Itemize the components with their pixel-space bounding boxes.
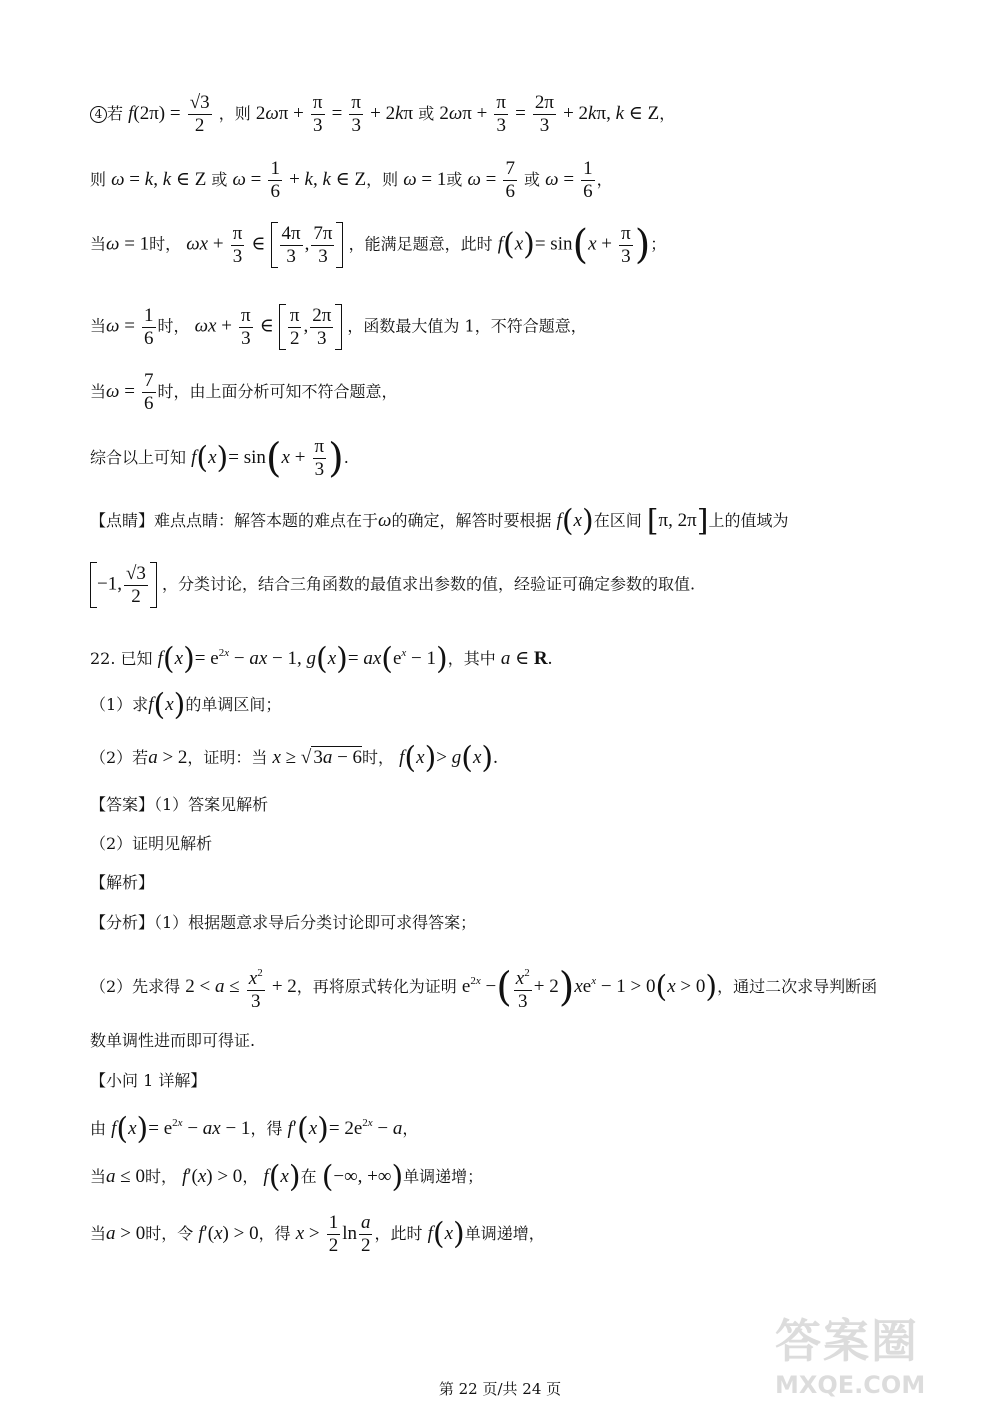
line-conclusion: 综合以上可知 f(x)= sin(x + $\frac{\pi}{3}$ ). [90, 435, 349, 482]
analysis-heading: 【解析】 [90, 873, 155, 892]
question-22: 22. 已知 $f(x)= e^{2x}$ − ax − 1, $g(x)= ax(e^x - 1)$，其中 a ∈ R. [90, 641, 553, 677]
detail-line-1: 由 $f(x)= e^{2x}$ − ax − 1，得 $f'(x)= 2e^{2x} - a$， [90, 1111, 419, 1147]
question-22-part1: （1）求f(x)的单调区间； [90, 687, 282, 723]
line-case4: 4 若 f(2π) = $\frac{√3}{2}$ ，则 2ωπ + $\frac{\pi}{3}$ = $\frac{\pi}{3}$ + 2kπ 或 2ωπ + $\frac{\pi}{3}$ = $\frac{2\pi}{3}$ + 2kπ, k ∈ Z， [90, 92, 675, 137]
line-omega-1: 当ω = 1时， ωx + $\frac{\pi}{3}$ ∈ $\frac{4\pi}{3}$ , $\frac{7\pi}{3}$ ，能满足题意，此时 f(x)= sin(x + $\frac{\pi}{3}$ )； [90, 222, 667, 268]
line-dianjing-2: −1, $\frac{√3}{2}$ ，分类讨论，结合三角函数的最值求出参数的值，经验证可确定参数的取值. [90, 562, 695, 608]
line-omega-7-6: 当ω = $\frac{7}{6}$ 时，由上面分析可知不符合题意， [90, 370, 398, 414]
answer-heading: 【答案】（1）答案见解析 [90, 795, 269, 814]
answer-part2: （2）证明见解析 [90, 834, 213, 853]
watermark-logo: 答案圈 MXQE.COM [775, 1314, 926, 1399]
question-22-part2: （2）若a > 2，证明：当 x ≥ √ 3a − 6时， f(x)> g(x). [90, 740, 498, 776]
analysis-part2-cont: 数单调性进而即可得证. [90, 1031, 256, 1050]
analysis-part1: 【分析】（1）根据题意求导后分类讨论即可求得答案； [90, 913, 477, 932]
subquestion-1-heading: 【小问 1 详解】 [90, 1071, 207, 1090]
analysis-part2: （2）先求得 2 < a ≤ $\frac{x^2}{3}$ + 2，再将原式转化为证明 $e^{2x}$ −( $\frac{x^2}{3}$ + $2)xe^x - 1 > 0(x > 0)$，通过二次求导判断函 [90, 962, 877, 1013]
line-dianjing: 【点睛】难点点睛：解答本题的难点在于ω的确定，解答时要根据 f(x)在区间 [π, 2π]上的值域为 [90, 503, 789, 539]
detail-line-2: 当a ≤ 0时， f′(x) > 0， f(x)在 (−∞, +∞)单调递增； [90, 1159, 484, 1195]
circled-number: 4 [90, 106, 107, 123]
page-footer: 第 22 页/共 24 页 [438, 1380, 562, 1398]
line-omega-1-6: 当ω = $\frac{1}{6}$ 时， ωx + $\frac{\pi}{3}$ ∈ $\frac{\pi}{2}$ , $\frac{2\pi}{3}$ ，函数最大值为 1，不符合题意， [90, 304, 587, 349]
detail-line-3: 当a > 0时，令 f′(x) > 0，得 x > $\frac{1}{2}$ ln $\frac{a}{2}$ ，此时 f(x)单调递增， [90, 1212, 545, 1256]
line-omega-solutions: 则 ω = k, k ∈ Z 或 ω = $\frac{1}{6}$ + k, k ∈ Z，则 ω = 1或 ω = $\frac{7}{6}$ 或 ω = $\frac{1}{6}$ ， [90, 158, 613, 202]
